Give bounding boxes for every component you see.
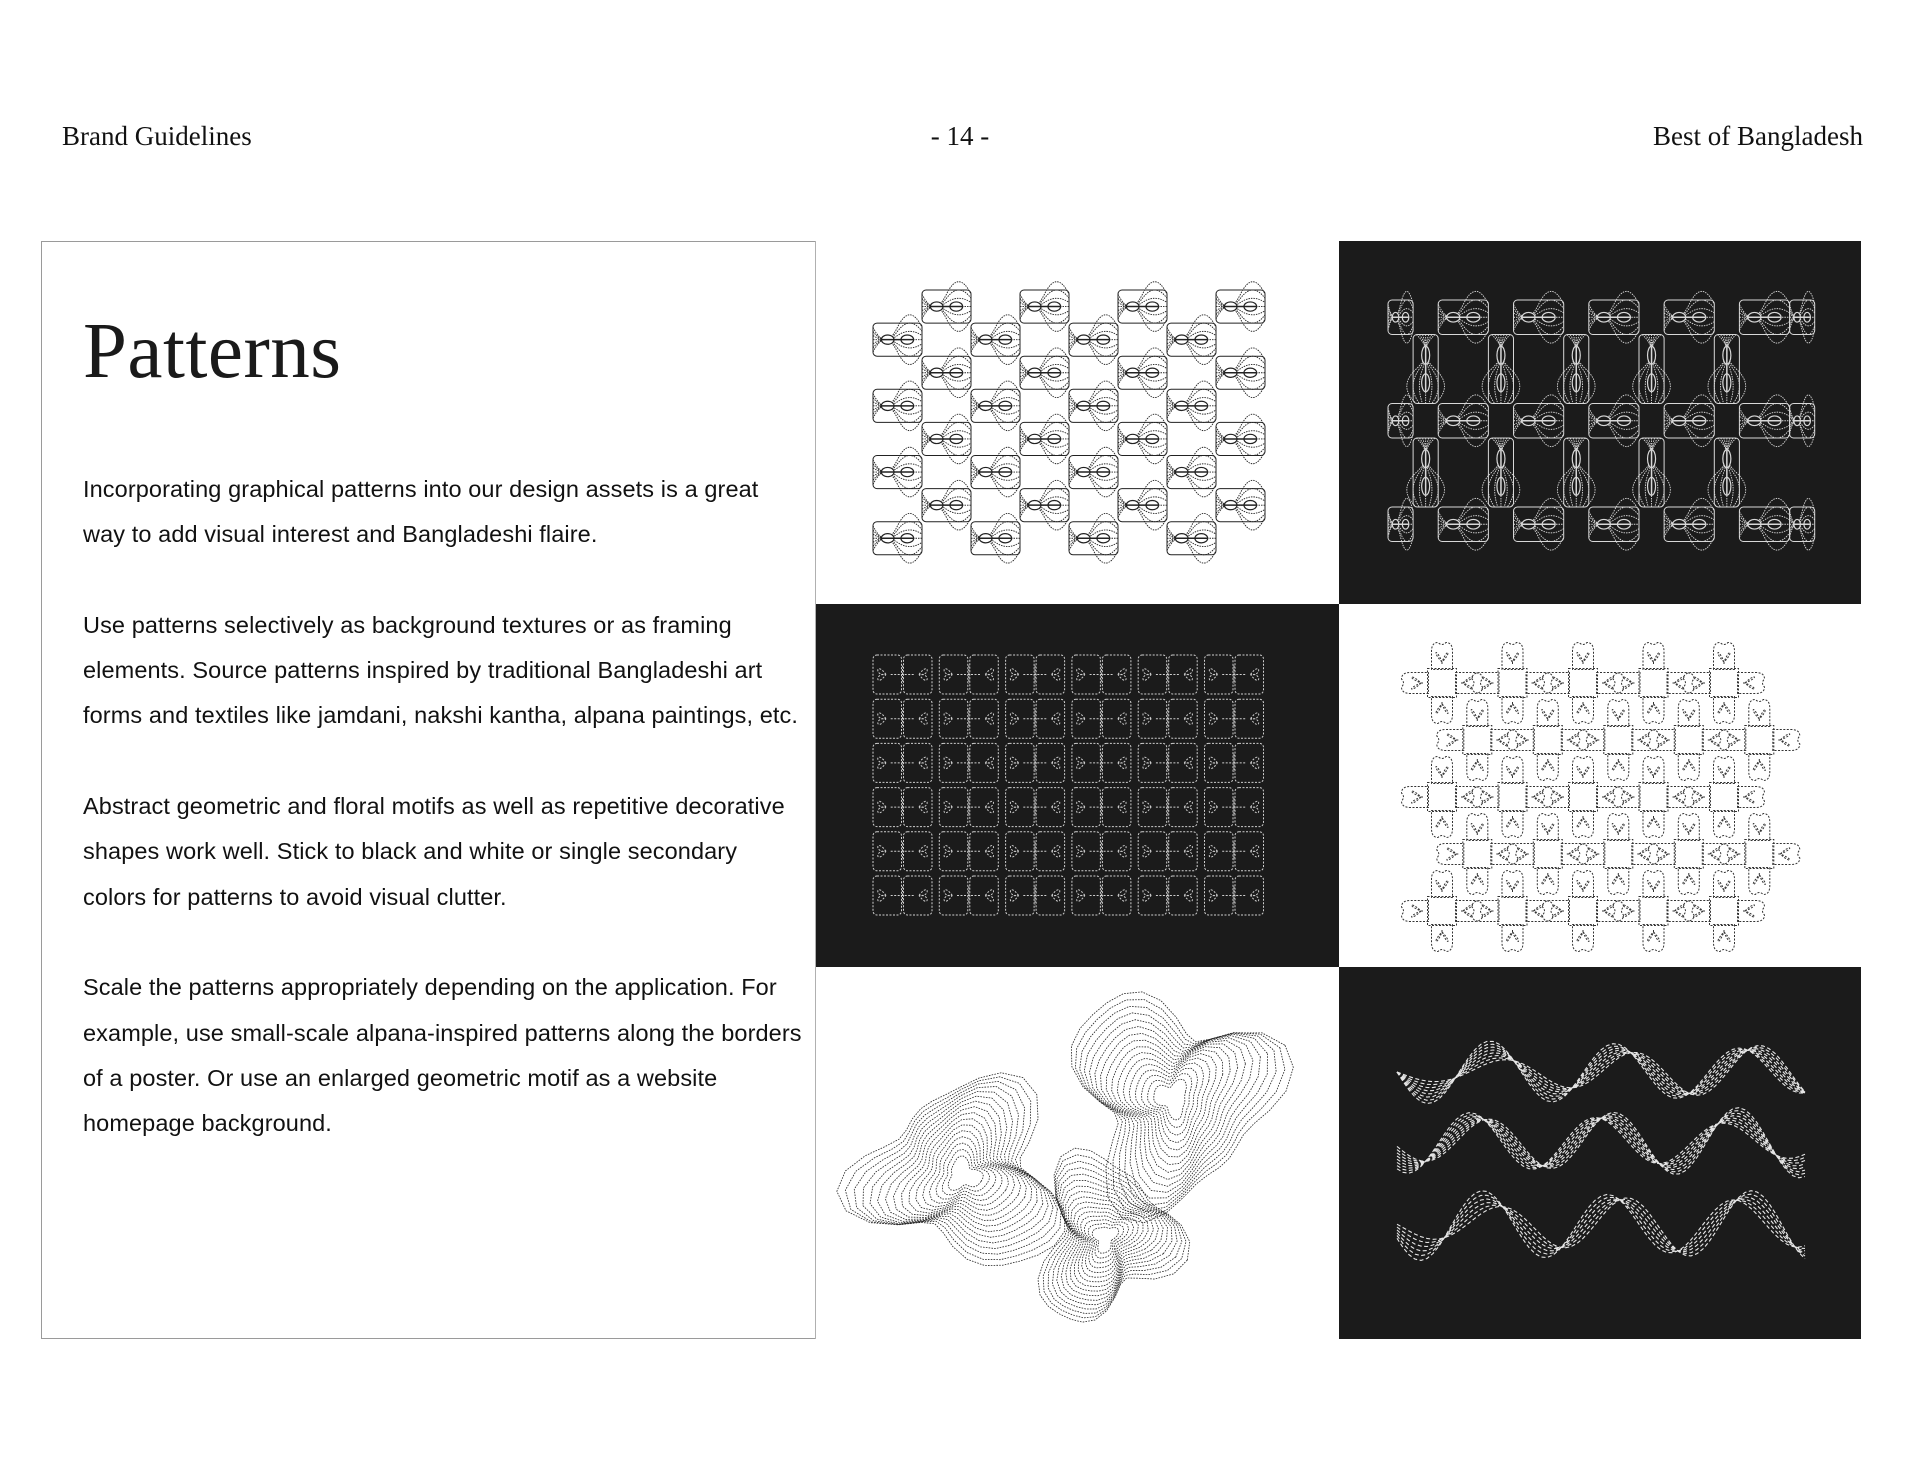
knot-motif (1167, 315, 1216, 365)
alpana-cross-motif (1684, 643, 1765, 724)
heart-tile-motif (1138, 832, 1197, 871)
pattern-panel-heart-tile-grid (816, 604, 1339, 967)
petal-motif (1773, 730, 1800, 751)
knot-motif (971, 381, 1020, 431)
petal-motif (1502, 757, 1523, 784)
alpana-cross-motif (1543, 643, 1624, 724)
knot-motif (1216, 414, 1265, 464)
petal-motif (1608, 868, 1629, 895)
petal-motif (1432, 757, 1453, 784)
heart-tile-motif (939, 876, 998, 915)
knot-motif (922, 480, 971, 530)
woven-knot-grid-pattern-image (1339, 241, 1861, 604)
petal-motif (1437, 844, 1464, 865)
petal-motif (1738, 787, 1765, 808)
petal-motif (1432, 697, 1453, 724)
knot-motif (1708, 335, 1746, 404)
checkerboard-knot-pattern-image (816, 241, 1339, 604)
petal-motif (1648, 730, 1675, 751)
knot-motif (1790, 395, 1815, 447)
alpana-cross-lattice-pattern-image (1339, 604, 1861, 967)
knot-motif (1482, 335, 1520, 404)
heart-tile-motif (1205, 788, 1264, 827)
knot-motif (1216, 348, 1265, 398)
alpana-cross-motif (1578, 700, 1659, 781)
paragraph-scale: Scale the patterns appropriately depending on the application. For example, use small-scale alpana-inspired patterns along the borders of a poster. Or use an enlarged geometric motif as a website homepage background. (83, 974, 802, 1137)
petal-motif (1667, 901, 1694, 922)
petal-motif (1667, 673, 1694, 694)
alpana-cross-motif (1613, 757, 1694, 838)
petal-motif (1526, 787, 1553, 808)
petal-motif (1597, 901, 1624, 922)
petal-motif (1526, 901, 1553, 922)
knot-motif (1664, 395, 1714, 447)
knot-motif (1020, 282, 1069, 332)
petal-motif (1643, 811, 1664, 838)
petal-motif (1537, 814, 1558, 841)
header-brand-name: Best of Bangladesh (1653, 121, 1863, 151)
alpana-cross-motif (1719, 700, 1800, 781)
heart-tile-motif (1138, 788, 1197, 827)
heart-tile-motif (1205, 655, 1264, 694)
knot-motif (1069, 315, 1118, 365)
heart-tile-motif (1072, 876, 1131, 915)
alpana-cross-motif (1543, 757, 1624, 838)
alpana-cross-motif (1437, 700, 1518, 781)
knot-motif (1167, 381, 1216, 431)
petal-motif (1678, 868, 1699, 895)
alpana-cross-motif (1472, 643, 1553, 724)
alpana-cross-motif (1437, 814, 1518, 895)
petal-motif (1467, 814, 1488, 841)
alpana-cross-motif (1648, 700, 1729, 781)
heart-tile-motif (1205, 832, 1264, 871)
petal-motif (1702, 844, 1729, 865)
knot-motif (1407, 335, 1445, 404)
knot-motif (1514, 498, 1564, 550)
heart-tile-motif (1138, 743, 1197, 782)
knot-motif (873, 315, 922, 365)
alpana-cross-motif (1507, 814, 1588, 895)
petal-motif (1719, 844, 1746, 865)
petal-motif (1507, 844, 1534, 865)
petal-motif (1714, 697, 1735, 724)
knot-motif (873, 447, 922, 497)
petal-motif (1714, 871, 1735, 898)
alpana-cross-motif (1402, 871, 1483, 952)
knot-motif (1557, 438, 1595, 507)
paragraph-motifs: Abstract geometric and floral motifs as well as repetitive decorative shapes work well. Stick to black and white or single secondary colors for patterns to avoid visual clutter. (83, 793, 785, 910)
knot-motif (1069, 381, 1118, 431)
heart-tile-motif (939, 699, 998, 738)
pattern-panel-wave-ribbons (1339, 967, 1861, 1339)
petal-motif (1684, 673, 1711, 694)
knot-motif (1739, 498, 1789, 550)
alpana-cross-motif (1648, 814, 1729, 895)
alpana-cross-motif (1472, 871, 1553, 952)
heart-tile-motif (939, 832, 998, 871)
knot-motif (1020, 480, 1069, 530)
heart-tile-motif (939, 655, 998, 694)
petal-motif (1573, 697, 1594, 724)
petal-motif (1719, 730, 1746, 751)
knot-motif (1216, 282, 1265, 332)
knot-motif (1589, 498, 1639, 550)
knot-motif (1438, 291, 1488, 343)
petal-motif (1738, 901, 1765, 922)
knot-motif (873, 513, 922, 563)
petal-motif (1543, 787, 1570, 808)
petal-motif (1491, 730, 1518, 751)
petal-motif (1573, 757, 1594, 784)
petal-motif (1537, 700, 1558, 727)
knot-motif (922, 348, 971, 398)
petal-motif (1684, 901, 1711, 922)
petal-motif (1773, 844, 1800, 865)
petal-motif (1643, 757, 1664, 784)
petal-motif (1597, 673, 1624, 694)
knot-motif (1664, 498, 1714, 550)
heart-tile-motif (873, 699, 932, 738)
petal-motif (1643, 925, 1664, 952)
knot-motif (1790, 291, 1815, 343)
knot-motif (1388, 291, 1413, 343)
petal-motif (1573, 811, 1594, 838)
heart-tile-motif (1205, 699, 1264, 738)
petal-motif (1684, 787, 1711, 808)
petal-motif (1526, 673, 1553, 694)
knot-motif (1388, 395, 1413, 447)
petal-motif (1561, 844, 1588, 865)
petal-motif (1648, 844, 1675, 865)
petal-motif (1749, 814, 1770, 841)
knot-motif (1020, 348, 1069, 398)
petal-motif (1472, 901, 1499, 922)
alpana-cross-motif (1507, 700, 1588, 781)
petal-motif (1456, 901, 1483, 922)
petal-motif (1749, 700, 1770, 727)
petal-motif (1456, 673, 1483, 694)
petal-motif (1573, 925, 1594, 952)
petal-motif (1502, 925, 1523, 952)
alpana-cross-motif (1684, 757, 1765, 838)
petal-motif (1578, 730, 1605, 751)
heart-tile-motif (873, 655, 932, 694)
petal-motif (1714, 925, 1735, 952)
knot-motif (1118, 348, 1167, 398)
alpana-cross-motif (1543, 871, 1624, 952)
petal-motif (1502, 697, 1523, 724)
paragraph-intro: Incorporating graphical patterns into our design assets is a great way to add visual interest and Bangladeshi flaire. (83, 476, 759, 548)
petal-motif (1678, 700, 1699, 727)
petal-motif (1543, 901, 1570, 922)
knot-motif (1438, 395, 1488, 447)
petal-motif (1432, 871, 1453, 898)
petal-motif (1402, 901, 1429, 922)
petal-motif (1608, 700, 1629, 727)
knot-motif (1167, 513, 1216, 563)
heart-tile-motif (1205, 743, 1264, 782)
petal-motif (1502, 811, 1523, 838)
knot-motif (1069, 513, 1118, 563)
heart-tile-motif (1006, 699, 1065, 738)
heart-tile-motif (939, 788, 998, 827)
alpana-cross-motif (1613, 643, 1694, 724)
alpana-cross-motif (1719, 814, 1800, 895)
heart-tile-motif (873, 743, 932, 782)
petal-motif (1502, 643, 1523, 670)
knot-motif (1069, 447, 1118, 497)
petal-motif (1432, 811, 1453, 838)
text-panel (41, 241, 816, 1339)
pattern-panel-flowing-ribbon-shapes (816, 967, 1339, 1339)
knot-motif (1167, 447, 1216, 497)
heart-tile-motif (873, 788, 932, 827)
wave-ribbon-motif (1397, 1108, 1805, 1178)
petal-motif (1613, 787, 1640, 808)
petal-motif (1432, 643, 1453, 670)
knot-motif (1118, 414, 1167, 464)
knot-motif (922, 282, 971, 332)
petal-motif (1467, 868, 1488, 895)
knot-motif (1388, 498, 1413, 550)
knot-motif (1216, 480, 1265, 530)
heart-tile-motif (1006, 876, 1065, 915)
wave-ribbon-motif (1397, 1191, 1805, 1261)
petal-motif (1667, 787, 1694, 808)
knot-motif (1664, 291, 1714, 343)
alpana-cross-motif (1402, 757, 1483, 838)
knot-motif (922, 414, 971, 464)
petal-motif (1472, 787, 1499, 808)
petal-motif (1561, 730, 1588, 751)
petal-motif (1632, 730, 1659, 751)
heart-tile-motif (939, 743, 998, 782)
petal-motif (1613, 673, 1640, 694)
petal-motif (1597, 787, 1624, 808)
petal-motif (1437, 730, 1464, 751)
knot-motif (971, 513, 1020, 563)
body-text (83, 467, 803, 1192)
pattern-panel-woven-knot-grid (1339, 241, 1861, 604)
petal-motif (1613, 901, 1640, 922)
pattern-panel-alpana-cross-lattice (1339, 604, 1861, 967)
page-number: - 14 - (930, 121, 990, 151)
knot-motif (971, 315, 1020, 365)
knot-motif (1708, 438, 1746, 507)
heart-tile-motif (1072, 788, 1131, 827)
petal-motif (1632, 844, 1659, 865)
knot-motif (1633, 438, 1671, 507)
petal-motif (1432, 925, 1453, 952)
heart-tile-motif (1138, 655, 1197, 694)
heart-tile-grid-pattern-image (816, 604, 1339, 967)
petal-motif (1714, 757, 1735, 784)
knot-motif (1790, 498, 1815, 550)
paragraph-usage: Use patterns selectively as background textures or as framing elements. Source patterns inspired by traditional Bangladeshi art forms and textiles like jamdani, nakshi kantha, alpana paintings, etc. (83, 611, 799, 729)
petal-motif (1714, 643, 1735, 670)
heart-tile-motif (873, 876, 932, 915)
petal-motif (1456, 787, 1483, 808)
petal-motif (1702, 730, 1729, 751)
petal-motif (1402, 787, 1429, 808)
heart-tile-motif (1006, 788, 1065, 827)
heart-tile-motif (1006, 743, 1065, 782)
petal-motif (1502, 871, 1523, 898)
petal-motif (1738, 673, 1765, 694)
pattern-panel-checkerboard-knot (816, 241, 1339, 604)
petal-motif (1573, 871, 1594, 898)
petal-motif (1472, 673, 1499, 694)
heart-tile-motif (873, 832, 932, 871)
petal-motif (1507, 730, 1534, 751)
knot-motif (1514, 291, 1564, 343)
heart-tile-motif (1138, 876, 1197, 915)
flowing-ribbon-shapes-pattern-image (816, 967, 1339, 1339)
wave-ribbons-pattern-image (1339, 967, 1861, 1339)
petal-motif (1402, 673, 1429, 694)
petal-motif (1543, 673, 1570, 694)
heart-tile-motif (1006, 655, 1065, 694)
contour-blob-motif (1019, 1143, 1208, 1339)
knot-motif (1589, 395, 1639, 447)
knot-motif (873, 381, 922, 431)
alpana-cross-motif (1578, 814, 1659, 895)
knot-motif (1514, 395, 1564, 447)
petal-motif (1749, 754, 1770, 781)
knot-motif (1633, 335, 1671, 404)
knot-motif (1482, 438, 1520, 507)
knot-motif (1739, 395, 1789, 447)
petal-motif (1491, 844, 1518, 865)
petal-motif (1537, 868, 1558, 895)
petal-motif (1608, 814, 1629, 841)
knot-motif (1589, 291, 1639, 343)
petal-motif (1537, 754, 1558, 781)
heart-tile-motif (1072, 743, 1131, 782)
petal-motif (1643, 643, 1664, 670)
petal-motif (1608, 754, 1629, 781)
petal-motif (1467, 754, 1488, 781)
alpana-cross-motif (1472, 757, 1553, 838)
knot-motif (1118, 480, 1167, 530)
petal-motif (1714, 811, 1735, 838)
petal-motif (1578, 844, 1605, 865)
heart-tile-motif (1006, 832, 1065, 871)
alpana-cross-motif (1402, 643, 1483, 724)
knot-motif (1020, 414, 1069, 464)
alpana-cross-motif (1613, 871, 1694, 952)
petal-motif (1643, 871, 1664, 898)
heart-tile-motif (1072, 655, 1131, 694)
knot-motif (1557, 335, 1595, 404)
petal-motif (1573, 643, 1594, 670)
heart-tile-motif (1072, 832, 1131, 871)
heart-tile-motif (1138, 699, 1197, 738)
knot-motif (1438, 498, 1488, 550)
petal-motif (1678, 754, 1699, 781)
page-title: Patterns (83, 308, 342, 395)
knot-motif (1118, 282, 1167, 332)
knot-motif (971, 447, 1020, 497)
alpana-cross-motif (1684, 871, 1765, 952)
heart-tile-motif (1205, 876, 1264, 915)
wave-ribbon-motif (1397, 1041, 1805, 1103)
petal-motif (1749, 868, 1770, 895)
heart-tile-motif (1072, 699, 1131, 738)
header-document-title: Brand Guidelines (62, 121, 252, 151)
petal-motif (1643, 697, 1664, 724)
petal-motif (1678, 814, 1699, 841)
knot-motif (1739, 291, 1789, 343)
petal-motif (1467, 700, 1488, 727)
knot-motif (1407, 438, 1445, 507)
